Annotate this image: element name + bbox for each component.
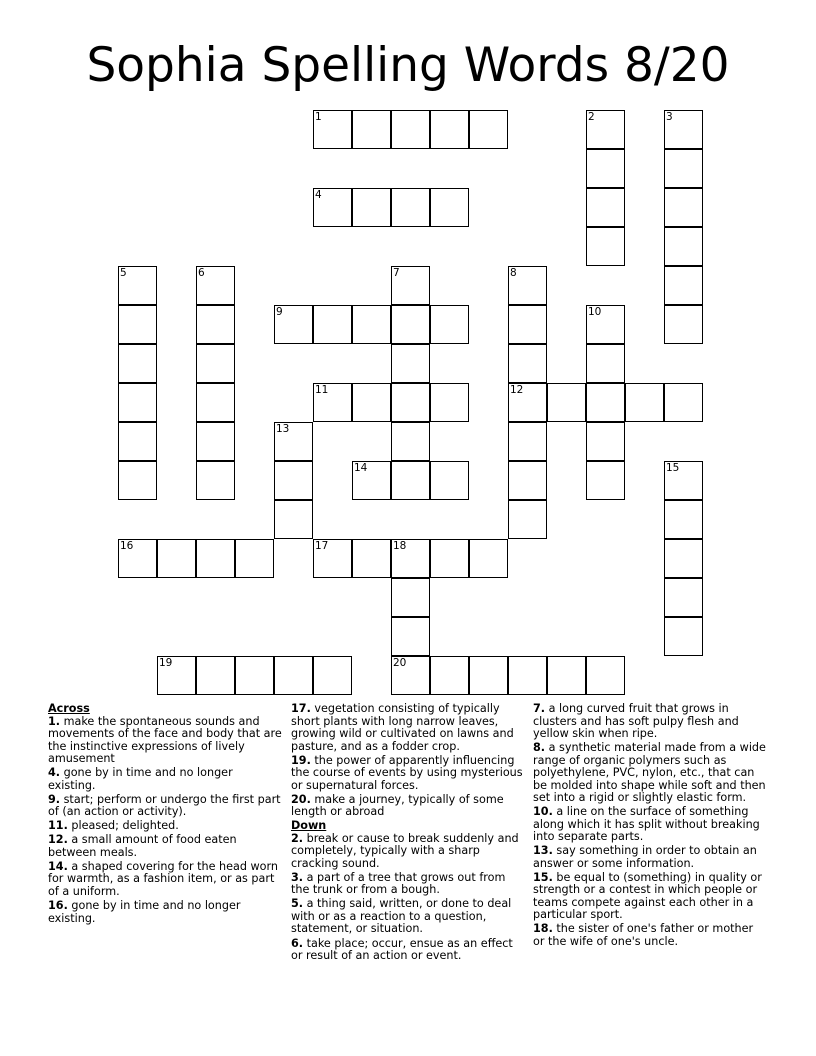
clues-heading: Across <box>48 702 90 715</box>
clue-number-label: 1. <box>48 714 61 728</box>
clue-text: a shaped covering for the head worn for warmth, as a fashion item, or as part of a uniform. <box>48 859 278 898</box>
grid-cell[interactable] <box>391 188 430 227</box>
grid-cell[interactable] <box>157 539 196 578</box>
grid-cell[interactable] <box>430 461 469 500</box>
clue-number-label: 18. <box>533 922 553 936</box>
grid-cell[interactable] <box>547 656 586 695</box>
grid-cell[interactable] <box>430 539 469 578</box>
grid-cell[interactable] <box>469 110 508 149</box>
grid-cell[interactable] <box>352 461 391 500</box>
clue-text: gone by in time and no longer existing. <box>48 899 241 925</box>
clue-item <box>48 900 282 925</box>
grid-cell[interactable] <box>118 461 157 500</box>
grid-cell[interactable] <box>391 110 430 149</box>
clue-number: 13 <box>276 423 290 435</box>
grid-cell[interactable] <box>664 578 703 617</box>
clue-number-label: 15. <box>533 870 553 884</box>
clue-number-label: 8. <box>533 741 546 755</box>
grid-cell[interactable] <box>508 383 547 422</box>
clue-number: 4 <box>315 189 322 201</box>
clue-text: start; perform or undergo the first part of (an action or activity). <box>48 792 281 819</box>
grid-cell[interactable] <box>118 422 157 461</box>
clue-number: 5 <box>120 267 127 279</box>
grid-cell[interactable] <box>586 227 625 266</box>
grid-cell[interactable] <box>118 383 157 422</box>
clues-column-1 <box>48 703 282 927</box>
clue-number: 1 <box>315 111 322 123</box>
grid-cell[interactable] <box>352 110 391 149</box>
clues-column-2 <box>291 703 525 964</box>
clue-number-label: 2. <box>291 831 304 845</box>
grid-cell[interactable] <box>118 344 157 383</box>
grid-cell[interactable] <box>391 422 430 461</box>
grid-cell[interactable] <box>352 188 391 227</box>
grid-cell[interactable] <box>547 383 586 422</box>
clue-number: 14 <box>354 462 368 474</box>
grid-cell[interactable] <box>196 539 235 578</box>
clue-item <box>48 794 282 819</box>
clue-number-label: 4. <box>48 766 61 780</box>
clue-item <box>533 703 767 741</box>
grid-cell[interactable] <box>274 422 313 461</box>
clue-text: a part of a tree that grows out from the trunk or from a bough. <box>291 870 506 897</box>
grid-cell[interactable] <box>391 344 430 383</box>
grid-cell[interactable] <box>586 110 625 149</box>
clues-heading: Down <box>291 819 327 833</box>
grid-cell[interactable] <box>508 422 547 461</box>
grid-cell[interactable] <box>391 461 430 500</box>
grid-cell[interactable] <box>508 305 547 344</box>
clue-number-label: 5. <box>291 897 304 911</box>
grid-cell[interactable] <box>196 383 235 422</box>
clue-number-label: 13. <box>533 844 553 858</box>
grid-cell[interactable] <box>586 344 625 383</box>
grid-cell[interactable] <box>664 266 703 305</box>
grid-cell[interactable] <box>430 305 469 344</box>
grid-cell[interactable] <box>313 383 352 422</box>
clue-text: the sister of one's father or mother or the wife of one's uncle. <box>533 922 754 948</box>
grid-cell[interactable] <box>586 383 625 422</box>
grid-cell[interactable] <box>586 149 625 188</box>
grid-cell[interactable] <box>313 110 352 149</box>
grid-cell[interactable] <box>118 305 157 344</box>
grid-cell[interactable] <box>391 305 430 344</box>
grid-cell[interactable] <box>235 656 274 695</box>
clue-text: vegetation consisting of typically short plants with long narrow leaves, growing wild or cultivated on lawns and pasture, and as a fodder crop. <box>291 702 514 753</box>
clue-number-label: 9. <box>48 792 61 806</box>
grid-cell[interactable] <box>430 656 469 695</box>
grid-cell[interactable] <box>586 188 625 227</box>
grid-cell[interactable] <box>352 305 391 344</box>
grid-cell[interactable] <box>430 110 469 149</box>
grid-cell[interactable] <box>196 656 235 695</box>
clue-text: a long curved fruit that grows in clusters and has soft pulpy flesh and yellow skin when ripe. <box>533 702 739 740</box>
grid-cell[interactable] <box>586 656 625 695</box>
grid-cell[interactable] <box>196 344 235 383</box>
grid-cell[interactable] <box>118 266 157 305</box>
grid-cell[interactable] <box>118 539 157 578</box>
clues-column-3 <box>533 703 767 950</box>
clue-number: 12 <box>510 384 524 396</box>
clue-number: 18 <box>393 540 407 552</box>
clue-item <box>291 703 525 753</box>
clue-number: 8 <box>510 267 517 279</box>
clue-number-label: 19. <box>291 753 311 767</box>
clue-number-label: 20. <box>291 792 311 806</box>
clue-item <box>533 742 767 805</box>
clue-item <box>533 923 767 948</box>
clue-number-label: 7. <box>533 702 546 715</box>
clue-text: break or cause to break suddenly and completely, typically with a sharp cracking sound. <box>291 831 519 870</box>
clue-number: 19 <box>159 657 173 669</box>
clue-number: 9 <box>276 306 283 318</box>
grid-cell[interactable] <box>508 344 547 383</box>
clue-number: 20 <box>393 657 407 669</box>
clue-text: a synthetic material made from a wide range of organic polymers such as polyethylene, PVC, nylon, etc., that can be molded into shape while soft and then set into a rigid or slightly elastic form. <box>533 741 766 805</box>
grid-cell[interactable] <box>664 305 703 344</box>
grid-cell[interactable] <box>664 383 703 422</box>
clue-number: 10 <box>588 306 602 318</box>
grid-cell[interactable] <box>196 422 235 461</box>
grid-cell[interactable] <box>352 539 391 578</box>
clue-item <box>533 806 767 844</box>
grid-cell[interactable] <box>586 422 625 461</box>
clue-number-label: 16. <box>48 899 68 913</box>
clue-text: say something in order to obtain an answer or some information. <box>533 844 757 870</box>
clue-item <box>291 938 525 963</box>
clue-number-label: 11. <box>48 819 68 833</box>
grid-cell[interactable] <box>430 188 469 227</box>
clue-text: gone by in time and no longer existing. <box>48 766 233 792</box>
clue-item <box>48 861 282 899</box>
clue-number: 11 <box>315 384 329 396</box>
clue-number-label: 10. <box>533 805 553 819</box>
clue-number: 15 <box>666 462 680 474</box>
clue-item <box>291 833 525 871</box>
grid-cell[interactable] <box>586 461 625 500</box>
clue-item <box>48 820 282 833</box>
clue-item <box>291 872 525 897</box>
grid-cell[interactable] <box>313 188 352 227</box>
clue-text: take place; occur, ensue as an effect or result of an action or event. <box>291 936 513 963</box>
grid-cell[interactable] <box>274 500 313 539</box>
clue-text: pleased; delighted. <box>67 819 179 833</box>
clue-number: 2 <box>588 111 595 123</box>
clue-item <box>48 716 282 766</box>
clue-number-label: 6. <box>291 936 304 950</box>
clue-text: make a journey, typically of some length or abroad <box>291 792 504 819</box>
clue-text: the power of apparently influencing the course of events by using mysterious or supernatural forces. <box>291 753 523 792</box>
grid-cell[interactable] <box>469 656 508 695</box>
clue-item <box>48 834 282 859</box>
grid-cell[interactable] <box>664 539 703 578</box>
clue-text: make the spontaneous sounds and movements of the face and body that are the instinctive expressions of lively amusement <box>48 714 282 765</box>
clue-number: 3 <box>666 111 673 123</box>
clue-item <box>291 794 525 819</box>
grid-cell[interactable] <box>157 656 196 695</box>
grid-cell[interactable] <box>235 539 274 578</box>
grid-cell[interactable] <box>391 539 430 578</box>
grid-cell[interactable] <box>430 383 469 422</box>
grid-cell[interactable] <box>664 110 703 149</box>
clue-number-label: 3. <box>291 870 304 884</box>
clue-text: be equal to (something) in quality or strength or a contest in which people or teams compete against each other in a particular sport. <box>533 870 762 922</box>
grid-cell[interactable] <box>664 500 703 539</box>
grid-cell[interactable] <box>469 539 508 578</box>
grid-cell[interactable] <box>274 305 313 344</box>
clue-number: 7 <box>393 267 400 279</box>
grid-cell[interactable] <box>196 305 235 344</box>
grid-cell[interactable] <box>664 188 703 227</box>
grid-cell[interactable] <box>274 656 313 695</box>
grid-cell[interactable] <box>508 656 547 695</box>
grid-cell[interactable] <box>508 266 547 305</box>
clue-number-label: 14. <box>48 859 68 873</box>
grid-cell[interactable] <box>391 266 430 305</box>
grid-cell[interactable] <box>664 227 703 266</box>
grid-cell[interactable] <box>313 656 352 695</box>
clue-text: a line on the surface of something along which it has split without breaking into separate parts. <box>533 805 760 844</box>
clue-item <box>291 898 525 936</box>
grid-cell[interactable] <box>508 461 547 500</box>
grid-cell[interactable] <box>391 578 430 617</box>
grid-cell[interactable] <box>664 461 703 500</box>
grid-cell[interactable] <box>352 383 391 422</box>
grid-cell[interactable] <box>508 500 547 539</box>
grid-cell[interactable] <box>196 266 235 305</box>
grid-cell[interactable] <box>586 305 625 344</box>
grid-cell[interactable] <box>274 461 313 500</box>
clue-item <box>533 845 767 870</box>
grid-cell[interactable] <box>391 383 430 422</box>
grid-cell[interactable] <box>625 383 664 422</box>
grid-cell[interactable] <box>196 461 235 500</box>
clue-number: 17 <box>315 540 329 552</box>
clue-text: a small amount of food eaten between meals. <box>48 833 237 859</box>
clue-number: 6 <box>198 267 205 279</box>
clue-item <box>48 767 282 792</box>
clue-number-label: 17. <box>291 702 311 715</box>
page-title: Sophia Spelling Words 8/20 <box>86 38 730 93</box>
clue-item <box>533 872 767 922</box>
grid-cell[interactable] <box>313 539 352 578</box>
grid-cell[interactable] <box>664 149 703 188</box>
grid-cell[interactable] <box>391 656 430 695</box>
grid-cell[interactable] <box>391 617 430 656</box>
clue-item <box>291 755 525 793</box>
grid-cell[interactable] <box>313 305 352 344</box>
clue-number: 16 <box>120 540 134 552</box>
clue-number-label: 12. <box>48 833 68 847</box>
grid-cell[interactable] <box>664 617 703 656</box>
clue-text: a thing said, written, or done to deal with or as a reaction to a question, statement, or situation. <box>291 897 512 936</box>
